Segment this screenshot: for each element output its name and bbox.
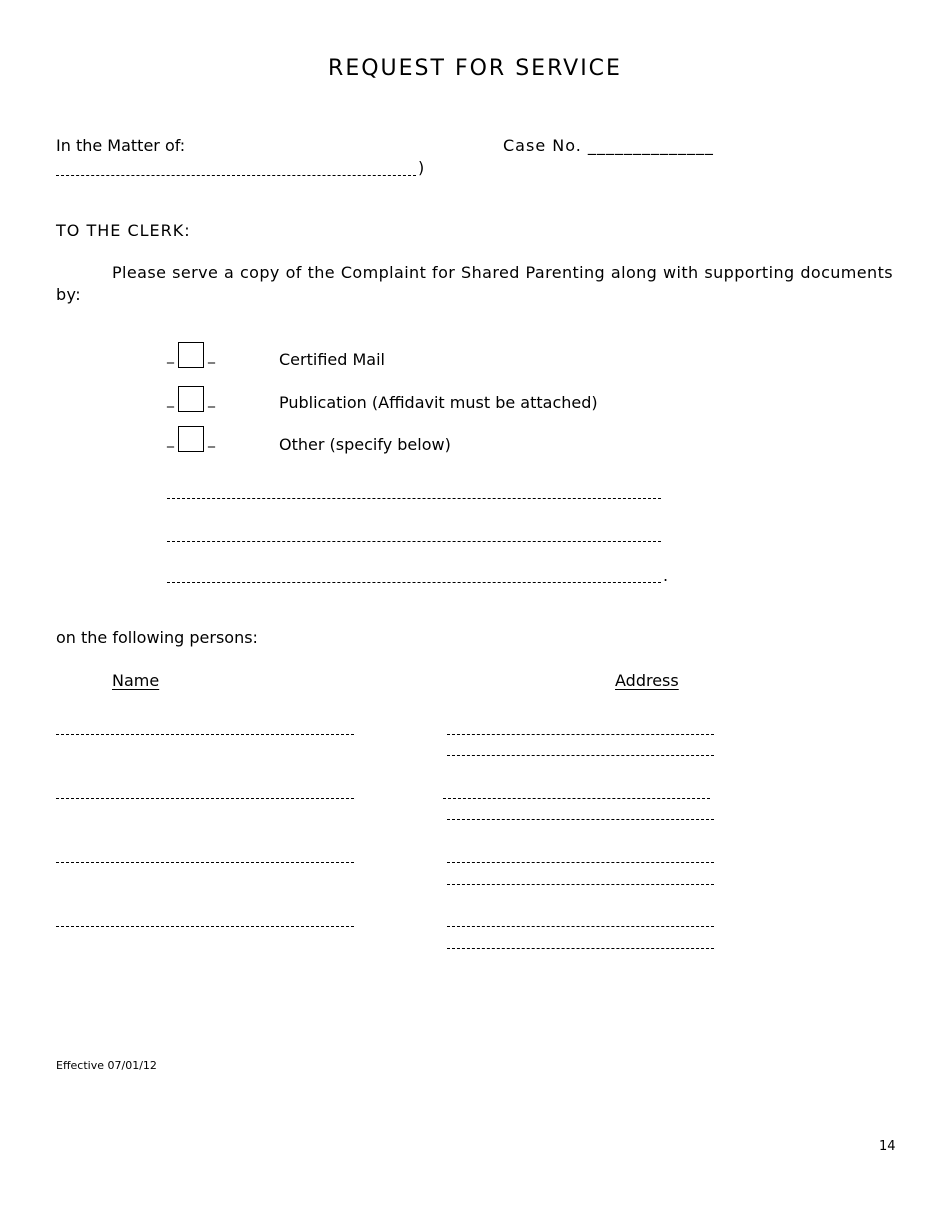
- matter-close-paren: ): [418, 158, 425, 177]
- option-label-publication: Publication (Affidavit must be attached): [279, 393, 598, 412]
- checkbox-right-dash: _: [208, 348, 215, 364]
- person-name-line[interactable]: [56, 926, 354, 927]
- column-header-name: Name: [112, 671, 160, 690]
- person-address-line[interactable]: [447, 926, 714, 927]
- checkbox-left-dash: _: [167, 348, 174, 364]
- checkbox-icon[interactable]: [178, 426, 204, 452]
- person-address-line[interactable]: [447, 734, 714, 735]
- to-clerk-heading: TO THE CLERK:: [56, 221, 191, 240]
- checkbox-right-dash: _: [208, 432, 215, 448]
- other-specify-line-1[interactable]: [167, 498, 661, 499]
- person-name-line[interactable]: [56, 862, 354, 863]
- persons-label: on the following persons:: [56, 628, 258, 647]
- matter-label: In the Matter of:: [56, 136, 186, 155]
- person-address-line[interactable]: [443, 798, 710, 799]
- option-label-certified-mail: Certified Mail: [279, 350, 385, 369]
- other-specify-line-3[interactable]: [167, 582, 661, 583]
- case-no-label: Case No. ______________: [503, 136, 714, 155]
- page-number: 14: [879, 1139, 896, 1154]
- checkbox-left-dash: _: [167, 432, 174, 448]
- person-address-line[interactable]: [447, 948, 714, 949]
- column-header-address: Address: [615, 671, 679, 690]
- checkbox-left-dash: _: [167, 392, 174, 408]
- person-name-line[interactable]: [56, 798, 354, 799]
- page-title: REQUEST FOR SERVICE: [328, 56, 622, 81]
- instruction-paragraph: [56, 262, 893, 306]
- effective-date: Effective 07/01/12: [56, 1059, 157, 1072]
- person-address-line[interactable]: [447, 819, 714, 820]
- person-address-line[interactable]: [447, 755, 714, 756]
- other-specify-line-2[interactable]: [167, 541, 661, 542]
- checkbox-right-dash: _: [208, 392, 215, 408]
- person-address-line[interactable]: [447, 884, 714, 885]
- option-label-other: Other (specify below): [279, 435, 451, 454]
- matter-name-line[interactable]: [56, 175, 416, 176]
- person-name-line[interactable]: [56, 734, 354, 735]
- person-address-line[interactable]: [447, 862, 714, 863]
- instruction-text: Please serve a copy of the Complaint for Shared Parenting along with supporting documents by:: [56, 263, 893, 304]
- checkbox-icon[interactable]: [178, 342, 204, 368]
- checkbox-icon[interactable]: [178, 386, 204, 412]
- other-specify-period: .: [663, 566, 669, 585]
